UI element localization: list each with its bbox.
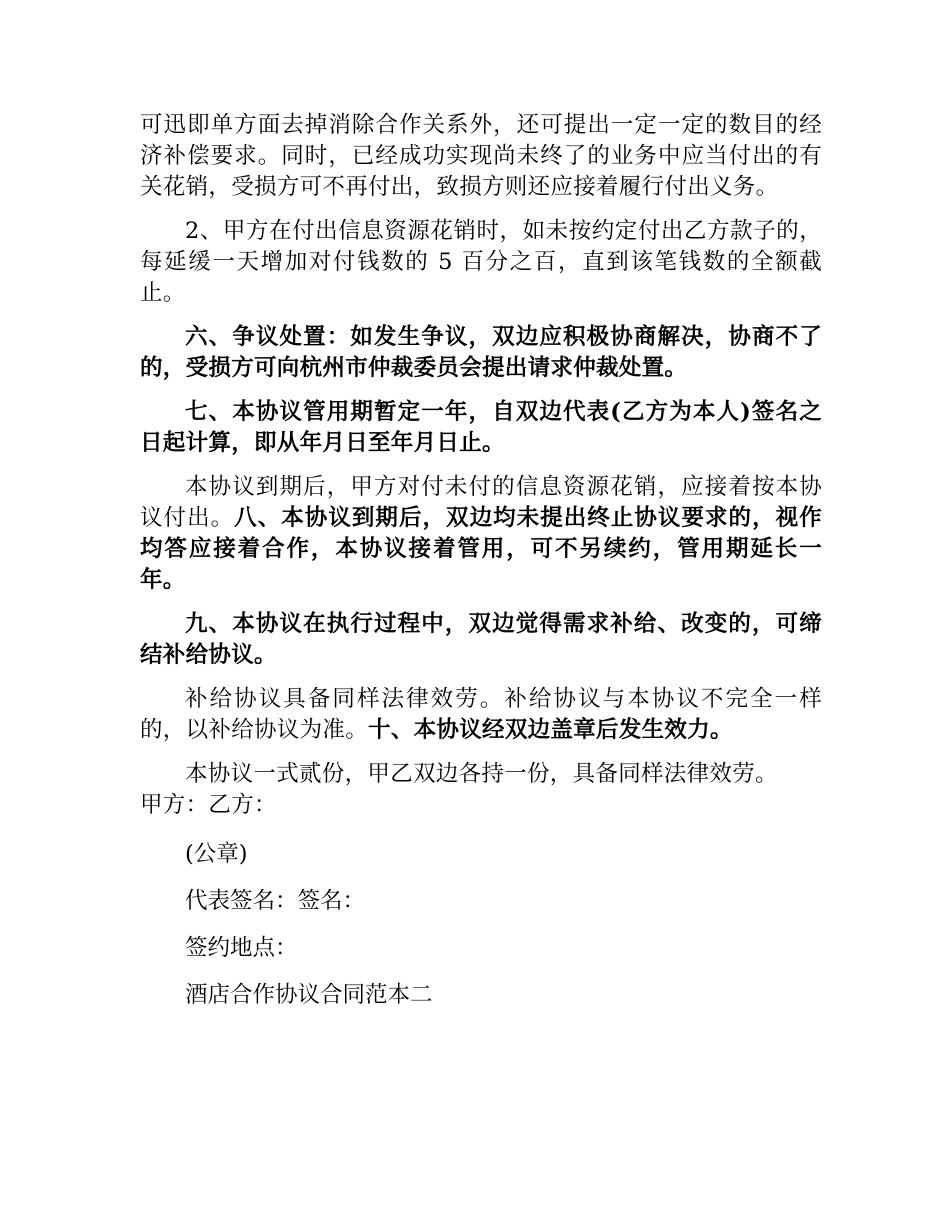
clause-ten-text: 十、本协议经双边盖章后发生效力。 [368, 717, 733, 743]
paragraph-copies [140, 759, 822, 821]
copies-text: 本协议一式贰份，甲乙双边各持一份，具备同样法律效劳。 [185, 761, 778, 787]
clause-eight-text: 八、本协议到期后，双边均未提出终止协议要求的，视作均答应接着合作，本协议接着管用，可不另续约，管用期延长一年。 [140, 505, 822, 593]
parties-label: 甲方：乙方： [140, 792, 277, 818]
paragraph-late-fee: 2、甲方在付出信息资源花销时，如未按约定付出乙方款子的，每延缓一天增加对付钱数的 5 百分之百，直到该笔钱数的全额截止。 [140, 218, 822, 306]
location-label: 签约地点： [185, 935, 298, 961]
paragraph-expiry [140, 472, 822, 596]
supplement-effect-text: 补给协议具备同样法律效劳。补给协议与本协议不完全一样的，以补给协议为准。 [140, 686, 822, 743]
expiry-text: 本协议到期后，甲方对付未付的信息资源花销，应接着按本协议付出。 [140, 474, 822, 531]
next-section-title: 酒店合作协议合同范本二 [185, 982, 433, 1008]
seal-label: (公章) [185, 841, 248, 867]
paragraph-supplement-effect [140, 684, 822, 746]
document-page [140, 110, 822, 1028]
paragraph-supplement: 九、本协议在执行过程中，双边觉得需求补给、改变的，可缔结补给协议。 [140, 611, 822, 668]
paragraph-compensation: 可迅即单方面去掉消除合作关系外，还可提出一定一定的数目的经济补偿要求。同时，已经成功实现尚未终了的业务中应当付出的有关花销，受损方可不再付出，致损方则还应接着履行付出义务。 [140, 112, 822, 200]
paragraph-dispute-resolution: 六、争议处置：如发生争议，双边应积极协商解决，协商不了的，受损方可向杭州市仲裁委员会提出请求仲裁处置。 [140, 324, 822, 381]
paragraph-validity-period: 七、本协议管用期暂定一年，自双边代表(乙方为本人)签名之日起计算，即从年月日至年月日止。 [140, 399, 822, 456]
signature-label: 代表签名：签名： [185, 888, 366, 914]
